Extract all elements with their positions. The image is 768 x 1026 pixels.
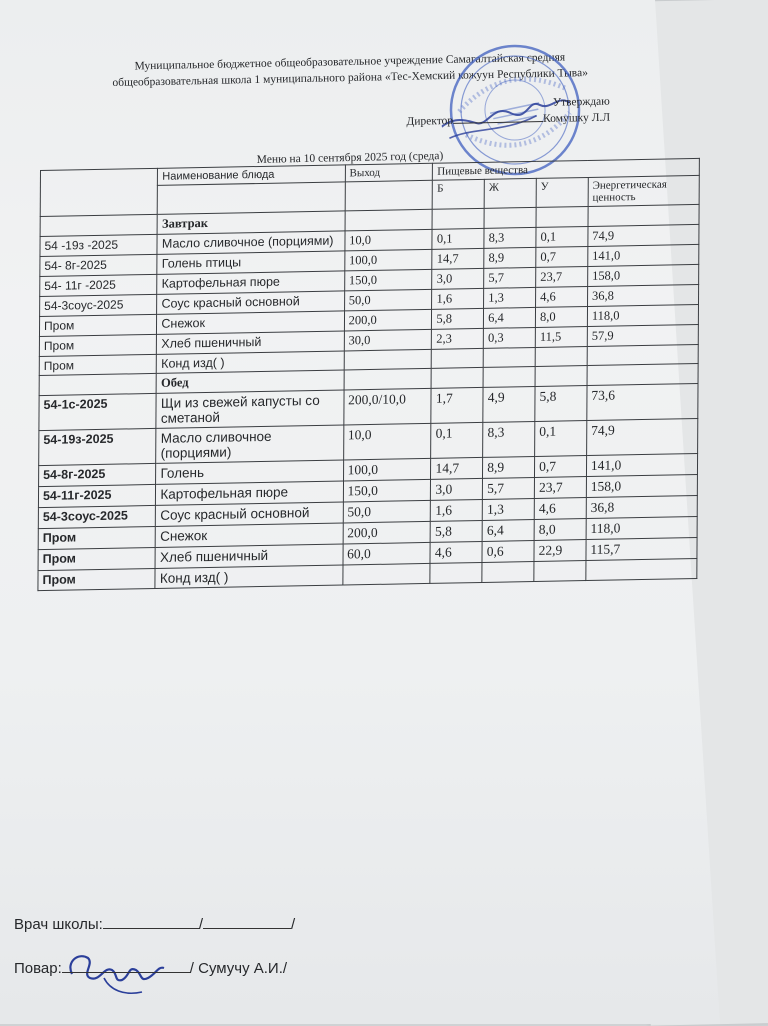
subheader-empty-name bbox=[158, 182, 345, 214]
section-lunch: Обед bbox=[157, 370, 344, 393]
fat-value: 1,3 bbox=[484, 287, 536, 308]
header-dish-name: Наименование блюда bbox=[158, 165, 345, 185]
protein-value: 3,0 bbox=[432, 268, 484, 289]
energy-value bbox=[587, 344, 698, 365]
dish-code: 54-1с-2025 bbox=[39, 393, 157, 430]
dish-output: 150,0 bbox=[344, 269, 432, 291]
carb-value: 8,0 bbox=[534, 519, 586, 541]
protein-value: 5,8 bbox=[432, 308, 484, 329]
energy-value: 118,0 bbox=[587, 304, 698, 326]
dish-name: Картофельная пюре bbox=[157, 271, 344, 294]
protein-value: 0,1 bbox=[431, 422, 483, 458]
cook-label: Повар: bbox=[14, 960, 62, 977]
protein-value: 1,7 bbox=[431, 387, 483, 423]
dish-name: Соус красный основной bbox=[156, 502, 343, 526]
dish-name: Масло сливочное (порциями) bbox=[156, 425, 343, 463]
protein-value: 14,7 bbox=[432, 248, 484, 269]
header-u: У bbox=[536, 177, 588, 207]
carb-value: 8,0 bbox=[535, 306, 587, 327]
menu-title: Меню на 10 сентября 2025 год (среда) bbox=[256, 150, 444, 166]
cook-name: / Сумучу А.И./ bbox=[189, 960, 288, 977]
carb-value: 22,9 bbox=[534, 540, 586, 562]
dish-code: 54 -19з -2025 bbox=[40, 234, 158, 256]
energy-value: 73,6 bbox=[587, 383, 698, 420]
energy-value: 158,0 bbox=[586, 475, 697, 498]
energy-value: 36,8 bbox=[587, 284, 698, 306]
dish-output: 10,0 bbox=[345, 229, 433, 251]
fat-value: 8,3 bbox=[484, 227, 536, 248]
dish-output: 30,0 bbox=[344, 329, 432, 351]
fat-value: 6,4 bbox=[482, 520, 534, 542]
dish-code: 54-19з-2025 bbox=[39, 428, 157, 465]
fat-value: 5,7 bbox=[483, 477, 535, 499]
carb-value: 0,7 bbox=[535, 456, 587, 478]
dish-name: Снежок bbox=[157, 311, 344, 334]
school-header-line2: общеобразовательная школа 1 муниципального района «Тес-Хемский кожуун Республики Тыва» bbox=[112, 67, 589, 89]
signature-line bbox=[453, 111, 543, 124]
dish-name: Голень птицы bbox=[157, 251, 344, 274]
energy-value: 115,7 bbox=[586, 538, 697, 561]
protein-value: 14,7 bbox=[431, 457, 483, 479]
protein-value: 0,1 bbox=[432, 228, 484, 249]
dish-output: 60,0 bbox=[343, 542, 431, 565]
dish-output: 200,0 bbox=[344, 309, 432, 331]
protein-value: 4,6 bbox=[430, 541, 482, 563]
carb-value: 23,7 bbox=[536, 266, 588, 287]
carb-value: 4,6 bbox=[534, 498, 586, 520]
dish-output bbox=[343, 563, 431, 585]
carb-value: 5,8 bbox=[535, 386, 587, 422]
dish-code: 54-3соус-2025 bbox=[40, 294, 158, 316]
carb-value: 11,5 bbox=[535, 326, 587, 347]
dish-output: 100,0 bbox=[344, 249, 432, 271]
carb-value: 0,1 bbox=[536, 226, 588, 247]
header-code bbox=[40, 168, 158, 216]
doctor-line bbox=[14, 914, 414, 933]
dish-code: 54-11г-2025 bbox=[38, 484, 156, 507]
dish-code: Пром bbox=[39, 354, 157, 375]
dish-name: Масло сливочное (порциями) bbox=[157, 231, 344, 254]
header-nutrients: Пищевые вещества bbox=[433, 158, 700, 180]
doctor-name-line bbox=[203, 914, 291, 929]
fat-value: 4,9 bbox=[483, 386, 535, 422]
dish-name: Снежок bbox=[156, 523, 343, 547]
energy-value: 57,9 bbox=[587, 324, 698, 346]
carb-value: 4,6 bbox=[536, 286, 588, 307]
carb-value bbox=[534, 561, 586, 582]
carb-value: 23,7 bbox=[534, 477, 586, 499]
fat-value: 8,3 bbox=[483, 421, 535, 457]
dish-code: Пром bbox=[38, 568, 156, 590]
dish-name: Конд изд( ) bbox=[157, 351, 344, 373]
carb-value: 0,7 bbox=[536, 246, 588, 267]
dish-name: Хлеб пшеничный bbox=[157, 331, 344, 354]
fat-value bbox=[483, 347, 535, 367]
doctor-signature-line bbox=[103, 914, 199, 929]
dish-output: 200,0/10,0 bbox=[343, 388, 431, 425]
dish-code: Пром bbox=[38, 547, 156, 570]
breakfast-rows bbox=[39, 224, 699, 375]
energy-value: 74,9 bbox=[588, 224, 699, 246]
doctor-label: Врач школы: bbox=[14, 916, 103, 933]
protein-value: 5,8 bbox=[431, 520, 483, 542]
approval-block bbox=[380, 94, 611, 131]
header-b: Б bbox=[433, 179, 485, 209]
director-name: Комушку Л.Л bbox=[542, 111, 611, 125]
header-zh: Ж bbox=[484, 178, 536, 208]
dish-output: 10,0 bbox=[343, 423, 431, 460]
protein-value: 2,3 bbox=[432, 328, 484, 349]
fat-value: 1,3 bbox=[482, 498, 534, 520]
energy-value: 118,0 bbox=[586, 517, 697, 540]
energy-value: 74,9 bbox=[586, 418, 697, 455]
dish-code: Пром bbox=[39, 334, 157, 356]
dish-code: Пром bbox=[38, 526, 156, 549]
doctor-sep: / bbox=[198, 916, 203, 933]
fat-value: 8,9 bbox=[484, 247, 536, 268]
lunch-rows bbox=[38, 383, 698, 590]
school-header-line1: Муниципальное бюджетное общеобразовательное учреждение Самагалтайская средняя bbox=[134, 51, 566, 73]
dish-output: 150,0 bbox=[343, 479, 431, 502]
dish-name: Соус красный основной bbox=[157, 291, 344, 314]
dish-output: 50,0 bbox=[343, 500, 431, 523]
fat-value: 6,4 bbox=[484, 307, 536, 328]
fat-value: 8,9 bbox=[483, 456, 535, 478]
dish-name: Хлеб пшеничный bbox=[155, 544, 342, 568]
protein-value: 1,6 bbox=[432, 288, 484, 309]
dish-output: 200,0 bbox=[343, 521, 431, 544]
fat-value: 0,6 bbox=[482, 541, 534, 563]
subheader-empty-output bbox=[345, 180, 433, 211]
cook-signature-line bbox=[62, 958, 190, 973]
dish-output: 100,0 bbox=[343, 458, 431, 481]
dish-output: 50,0 bbox=[344, 289, 432, 311]
dish-name: Щи из свежей капусты со сметаной bbox=[156, 390, 343, 428]
dish-code: 54-3соус-2025 bbox=[38, 505, 156, 528]
energy-value: 141,0 bbox=[586, 453, 697, 476]
protein-value bbox=[430, 562, 482, 583]
section-breakfast: Завтрак bbox=[157, 211, 344, 234]
director-label: Директор bbox=[406, 114, 454, 128]
doctor-end: / bbox=[291, 916, 296, 933]
dish-name: Картофельная пюре bbox=[156, 481, 343, 505]
dish-output bbox=[344, 349, 432, 370]
energy-value: 36,8 bbox=[586, 496, 697, 519]
fat-value: 5,7 bbox=[484, 267, 536, 288]
header-energy: Энергетическая ценность bbox=[588, 175, 699, 206]
cook-line bbox=[14, 958, 414, 977]
fat-value: 0,3 bbox=[484, 327, 536, 348]
dish-code: 54- 8г-2025 bbox=[40, 254, 158, 276]
dish-code: 54- 11г -2025 bbox=[40, 274, 158, 296]
dish-name: Голень bbox=[156, 460, 343, 484]
energy-value: 141,0 bbox=[588, 244, 699, 266]
dish-code: Пром bbox=[39, 314, 157, 336]
header-output: Выход bbox=[345, 163, 433, 182]
carb-value: 0,1 bbox=[535, 421, 587, 457]
dish-name: Конд изд( ) bbox=[155, 565, 342, 588]
protein-value bbox=[432, 348, 484, 368]
dish-code: 54-8г-2025 bbox=[39, 463, 157, 486]
approve-label: Утверждаю bbox=[552, 95, 610, 109]
energy-value: 158,0 bbox=[588, 264, 699, 286]
protein-value: 1,6 bbox=[431, 499, 483, 521]
energy-value bbox=[586, 559, 697, 581]
menu-table bbox=[37, 158, 699, 591]
fat-value bbox=[482, 562, 534, 583]
carb-value bbox=[535, 347, 587, 367]
protein-value: 3,0 bbox=[431, 478, 483, 500]
